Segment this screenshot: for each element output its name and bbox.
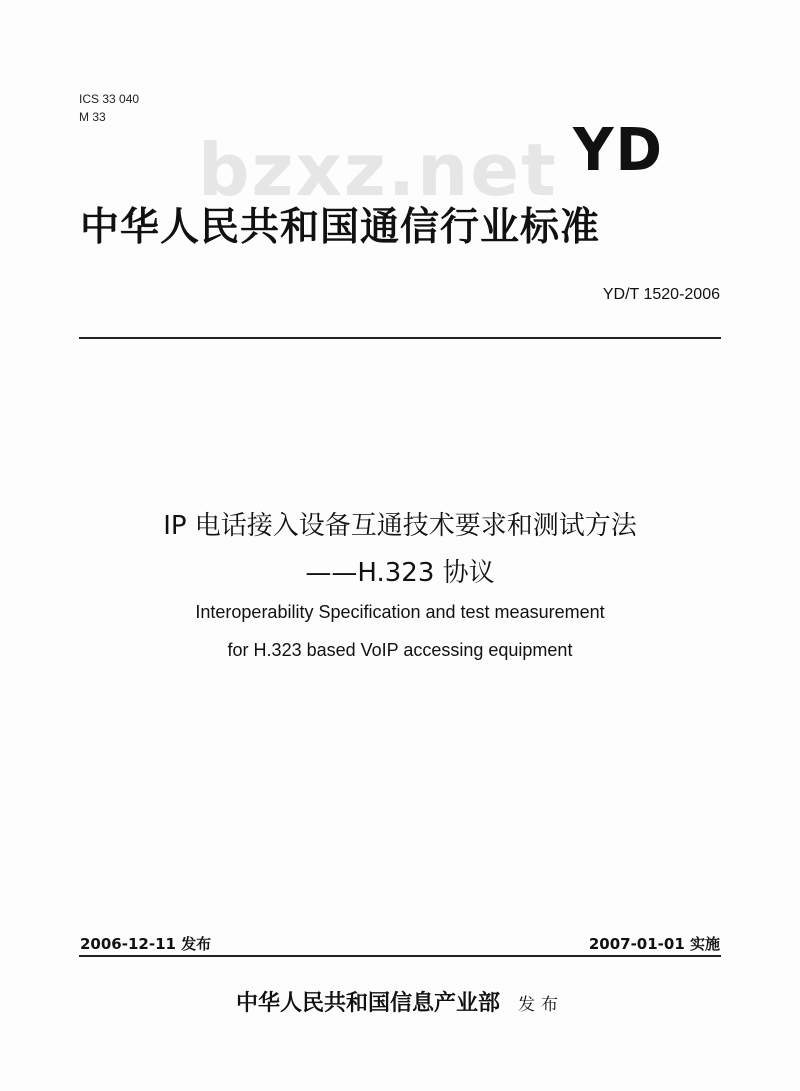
bottom-divider — [79, 955, 721, 957]
top-divider — [79, 337, 721, 339]
ics-code: ICS 33 040 — [79, 92, 140, 106]
publisher-verb: 发布 — [518, 995, 564, 1015]
document-subtitle-cn: ——H.323 协议 — [305, 558, 495, 588]
document-title-en-line1: Interoperability Specification and test measurement — [195, 602, 605, 622]
publisher — [0, 986, 800, 1017]
standard-number: YD/T 1520-2006 — [602, 286, 720, 303]
yd-logo: YD — [573, 116, 665, 185]
publisher-name: 中华人民共和国信息产业部 — [235, 990, 500, 1016]
issue-date: 2006-12-11 发布 — [80, 935, 212, 953]
document-title-en-line2: for H.323 based VoIP accessing equipment — [227, 640, 573, 660]
document-title-cn: IP 电话接入设备互通技术要求和测试方法 — [163, 511, 637, 541]
implementation-date: 2007-01-01 实施 — [588, 935, 720, 953]
classification-block — [79, 90, 139, 126]
industry-standard-title: 中华人民共和国通信行业标准 — [80, 205, 601, 250]
watermark: bzxz.net — [198, 128, 558, 212]
ccs-code: M 33 — [79, 110, 106, 124]
